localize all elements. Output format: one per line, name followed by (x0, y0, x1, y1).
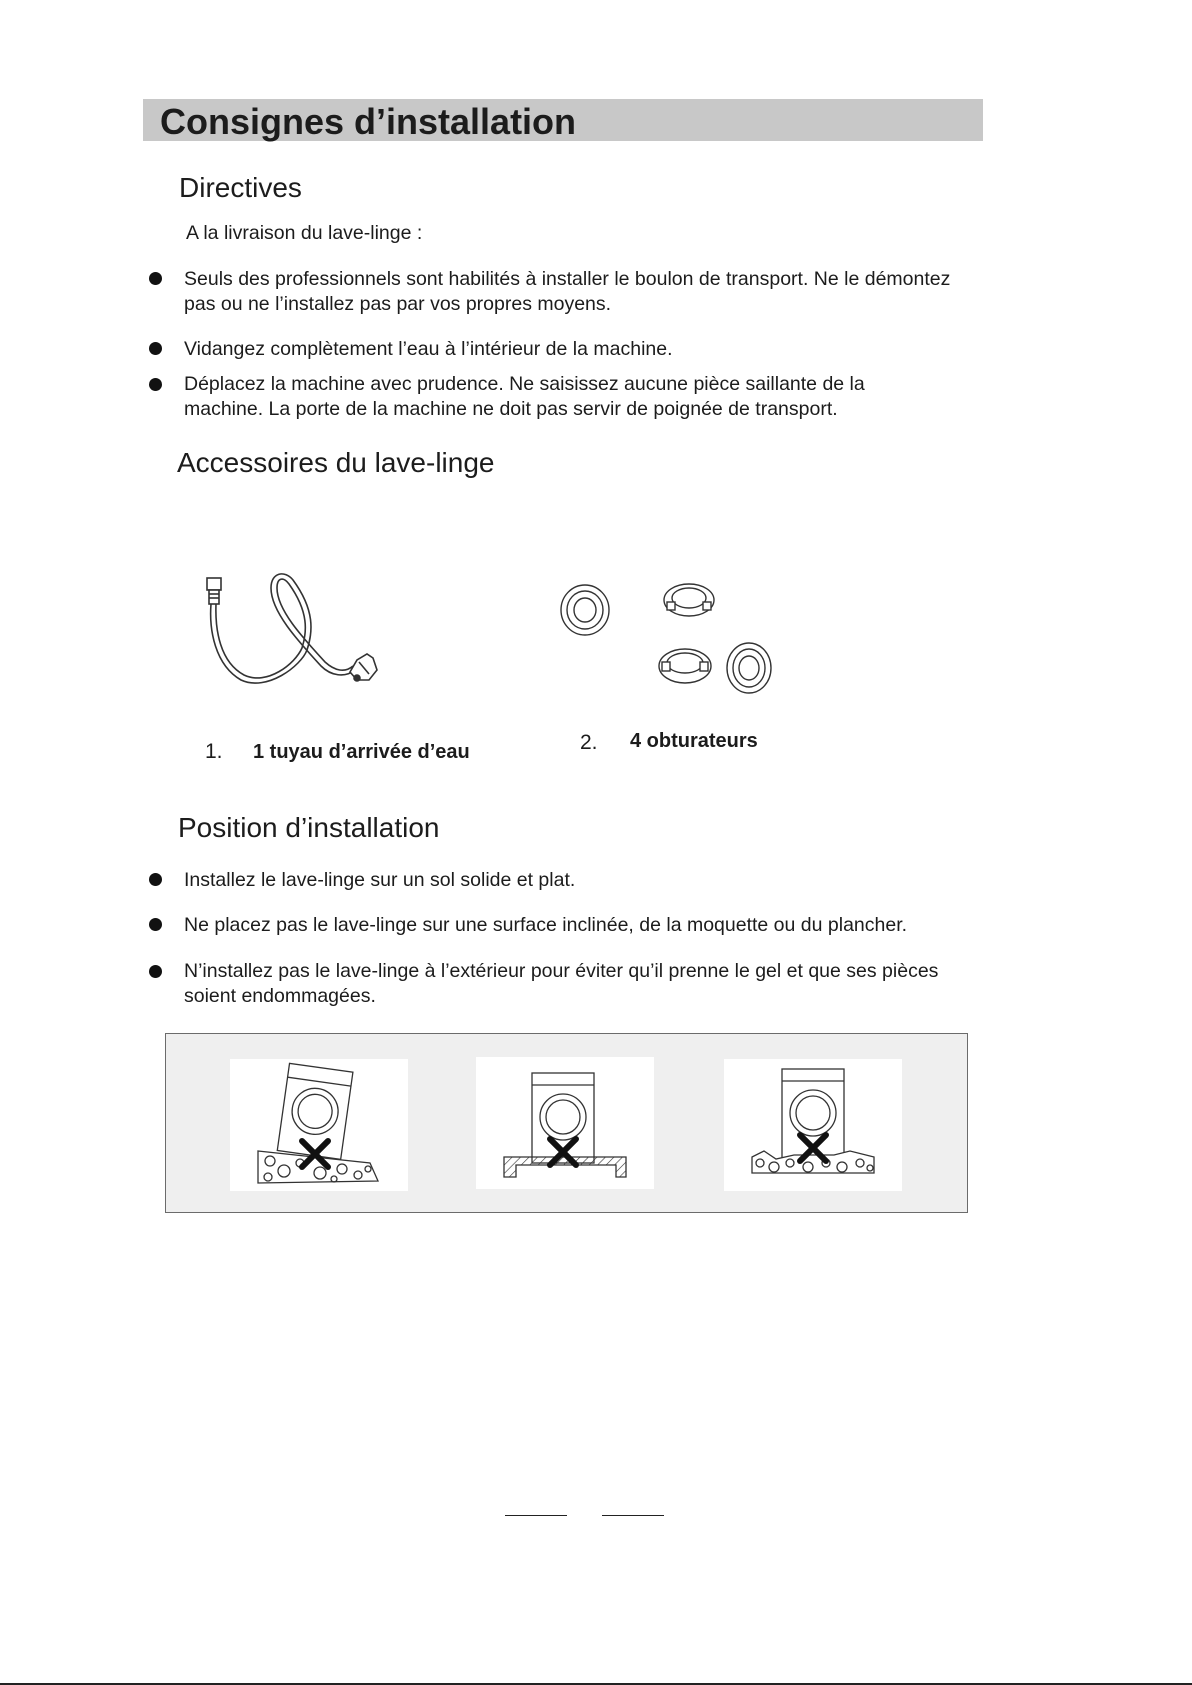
illustration-tile-slope (230, 1059, 408, 1191)
bullet-icon (149, 342, 162, 355)
blanking-plugs-icon (555, 580, 785, 695)
accessory-1-label: 1 tuyau d’arrivée d’eau (253, 741, 470, 763)
directives-bullet-3: Déplacez la machine avec prudence. Ne saisissez aucune pièce saillante de la machine. La porte de la machine ne doit pas servir de poignée de transport. (184, 373, 865, 420)
position-bullet-2: Ne placez pas le lave-linge sur une surface inclinée, de la moquette ou du plancher. (184, 914, 908, 936)
footer-line-right (602, 1515, 664, 1516)
placement-illustrations-panel (165, 1033, 968, 1213)
illustration-tile-uneven (724, 1059, 902, 1191)
position-bullet-1: Installez le lave-linge sur un sol solide et plat. (184, 869, 576, 891)
water-inlet-hose-icon (195, 570, 390, 690)
bullet-icon (149, 918, 162, 931)
directives-heading: Directives (179, 172, 302, 203)
directives-bullet-1: Seuls des professionnels sont habilités à installer le boulon de transport. Ne le démontez pas ou ne l’installez pas par vos propres moyens. (184, 268, 951, 315)
accessory-1-number: 1. (205, 740, 223, 763)
machine-on-carpet-icon (476, 1057, 654, 1189)
accessories-heading: Accessoires du lave-linge (177, 447, 495, 478)
bullet-icon (149, 272, 162, 285)
bullet-icon (149, 965, 162, 978)
footer-line-left (505, 1515, 567, 1516)
machine-on-uneven-floor-icon (724, 1059, 902, 1191)
page-title-bar (143, 99, 983, 141)
illustration-tile-carpet (476, 1057, 654, 1189)
accessory-2-number: 2. (580, 731, 598, 754)
accessory-2-label: 4 obturateurs (630, 730, 758, 752)
position-bullet-3: N’installez pas le lave-linge à l’extérieur pour éviter qu’il prenne le gel et que ses pièces soient endommagées. (184, 960, 939, 1007)
page-title: Consignes d’installation (160, 101, 577, 142)
directives-intro: A la livraison du lave-linge : (186, 222, 423, 244)
bullet-icon (149, 873, 162, 886)
directives-bullet-2: Vidangez complètement l’eau à l’intérieur de la machine. (184, 338, 673, 360)
machine-on-slope-icon (230, 1059, 408, 1191)
bullet-icon (149, 378, 162, 391)
position-heading: Position d’installation (178, 812, 440, 843)
